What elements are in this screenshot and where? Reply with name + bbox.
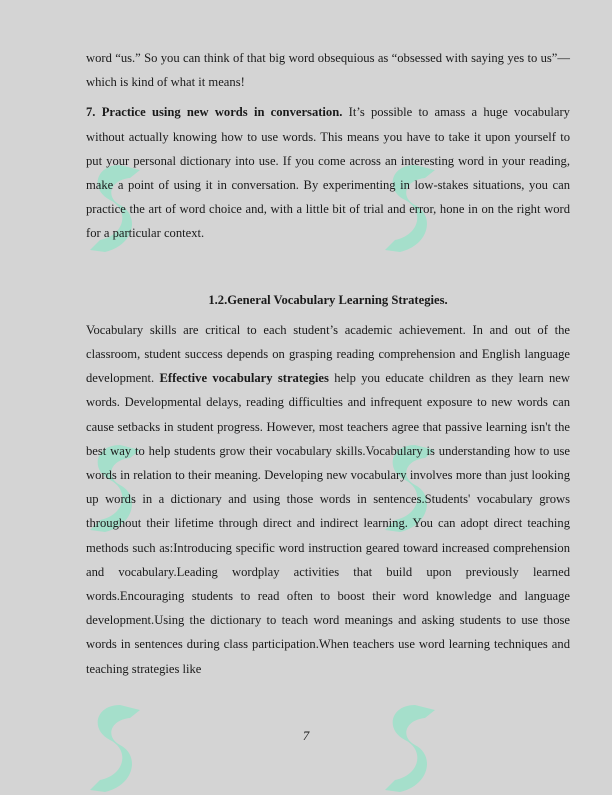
tip-7-number: 7. [86,105,96,120]
page-number: 7 [302,728,310,743]
logo-watermark-icon [80,700,150,795]
bold-phrase: Effective vocabulary strategies [159,371,329,386]
section-paragraph [86,318,570,681]
continuation-paragraph: word “us.” So you can think of that big word obsequious as “obsessed with saying yes to us”—which is kind of what it means! [86,51,570,90]
tip-7-title: Practice using new words in conversation. [101,105,343,120]
tip-7-paragraph [86,100,570,245]
document-body [86,46,570,681]
section-heading: 1.2.General Vocabulary Learning Strategies. [208,292,448,307]
section-text-after: help you educate children as they learn new words. Developmental delays, reading difficulties and infrequent exposure to new words can cause setbacks in student progress. However, most teachers agree that passive learning isn't the best way to help students grow their vocabulary skills.Vocabulary is understanding how to use words in relation to their meaning. Developing new vocabulary involves more than just looking up words in a dictionary and using those words in sentences.Students' vocabulary grows throughout their lifetime through direct and indirect learning. You can adopt direct teaching methods such as:Introducing specific word instruction geared toward increased comprehension and vocabulary.Leading wordplay activities that build upon previously learned words.Encouraging students to read often to boost their word knowledge and language development.Using the dictionary to teach word meanings and asking students to use those words in sentences during class participation.When teachers use word learning techniques and teaching strategies like [86,371,570,676]
tip-7-body: It’s possible to amass a huge vocabulary without actually knowing how to use words. This means you have to take it upon yourself to put your personal dictionary into use. If you come across an interesting word in your reading, make a point of using it in conversation. By experimenting in low-stakes situations, you can practice the art of word choice and, with a little bit of trial and error, hone in on the right word for a particular context. [86,105,570,241]
section-text-before: Vocabulary skills are critical to each student’s academic achievement. In and out of the classroom, student success depends on grasping reading comprehension and English language development. [86,322,570,386]
logo-watermark-icon [375,700,445,795]
